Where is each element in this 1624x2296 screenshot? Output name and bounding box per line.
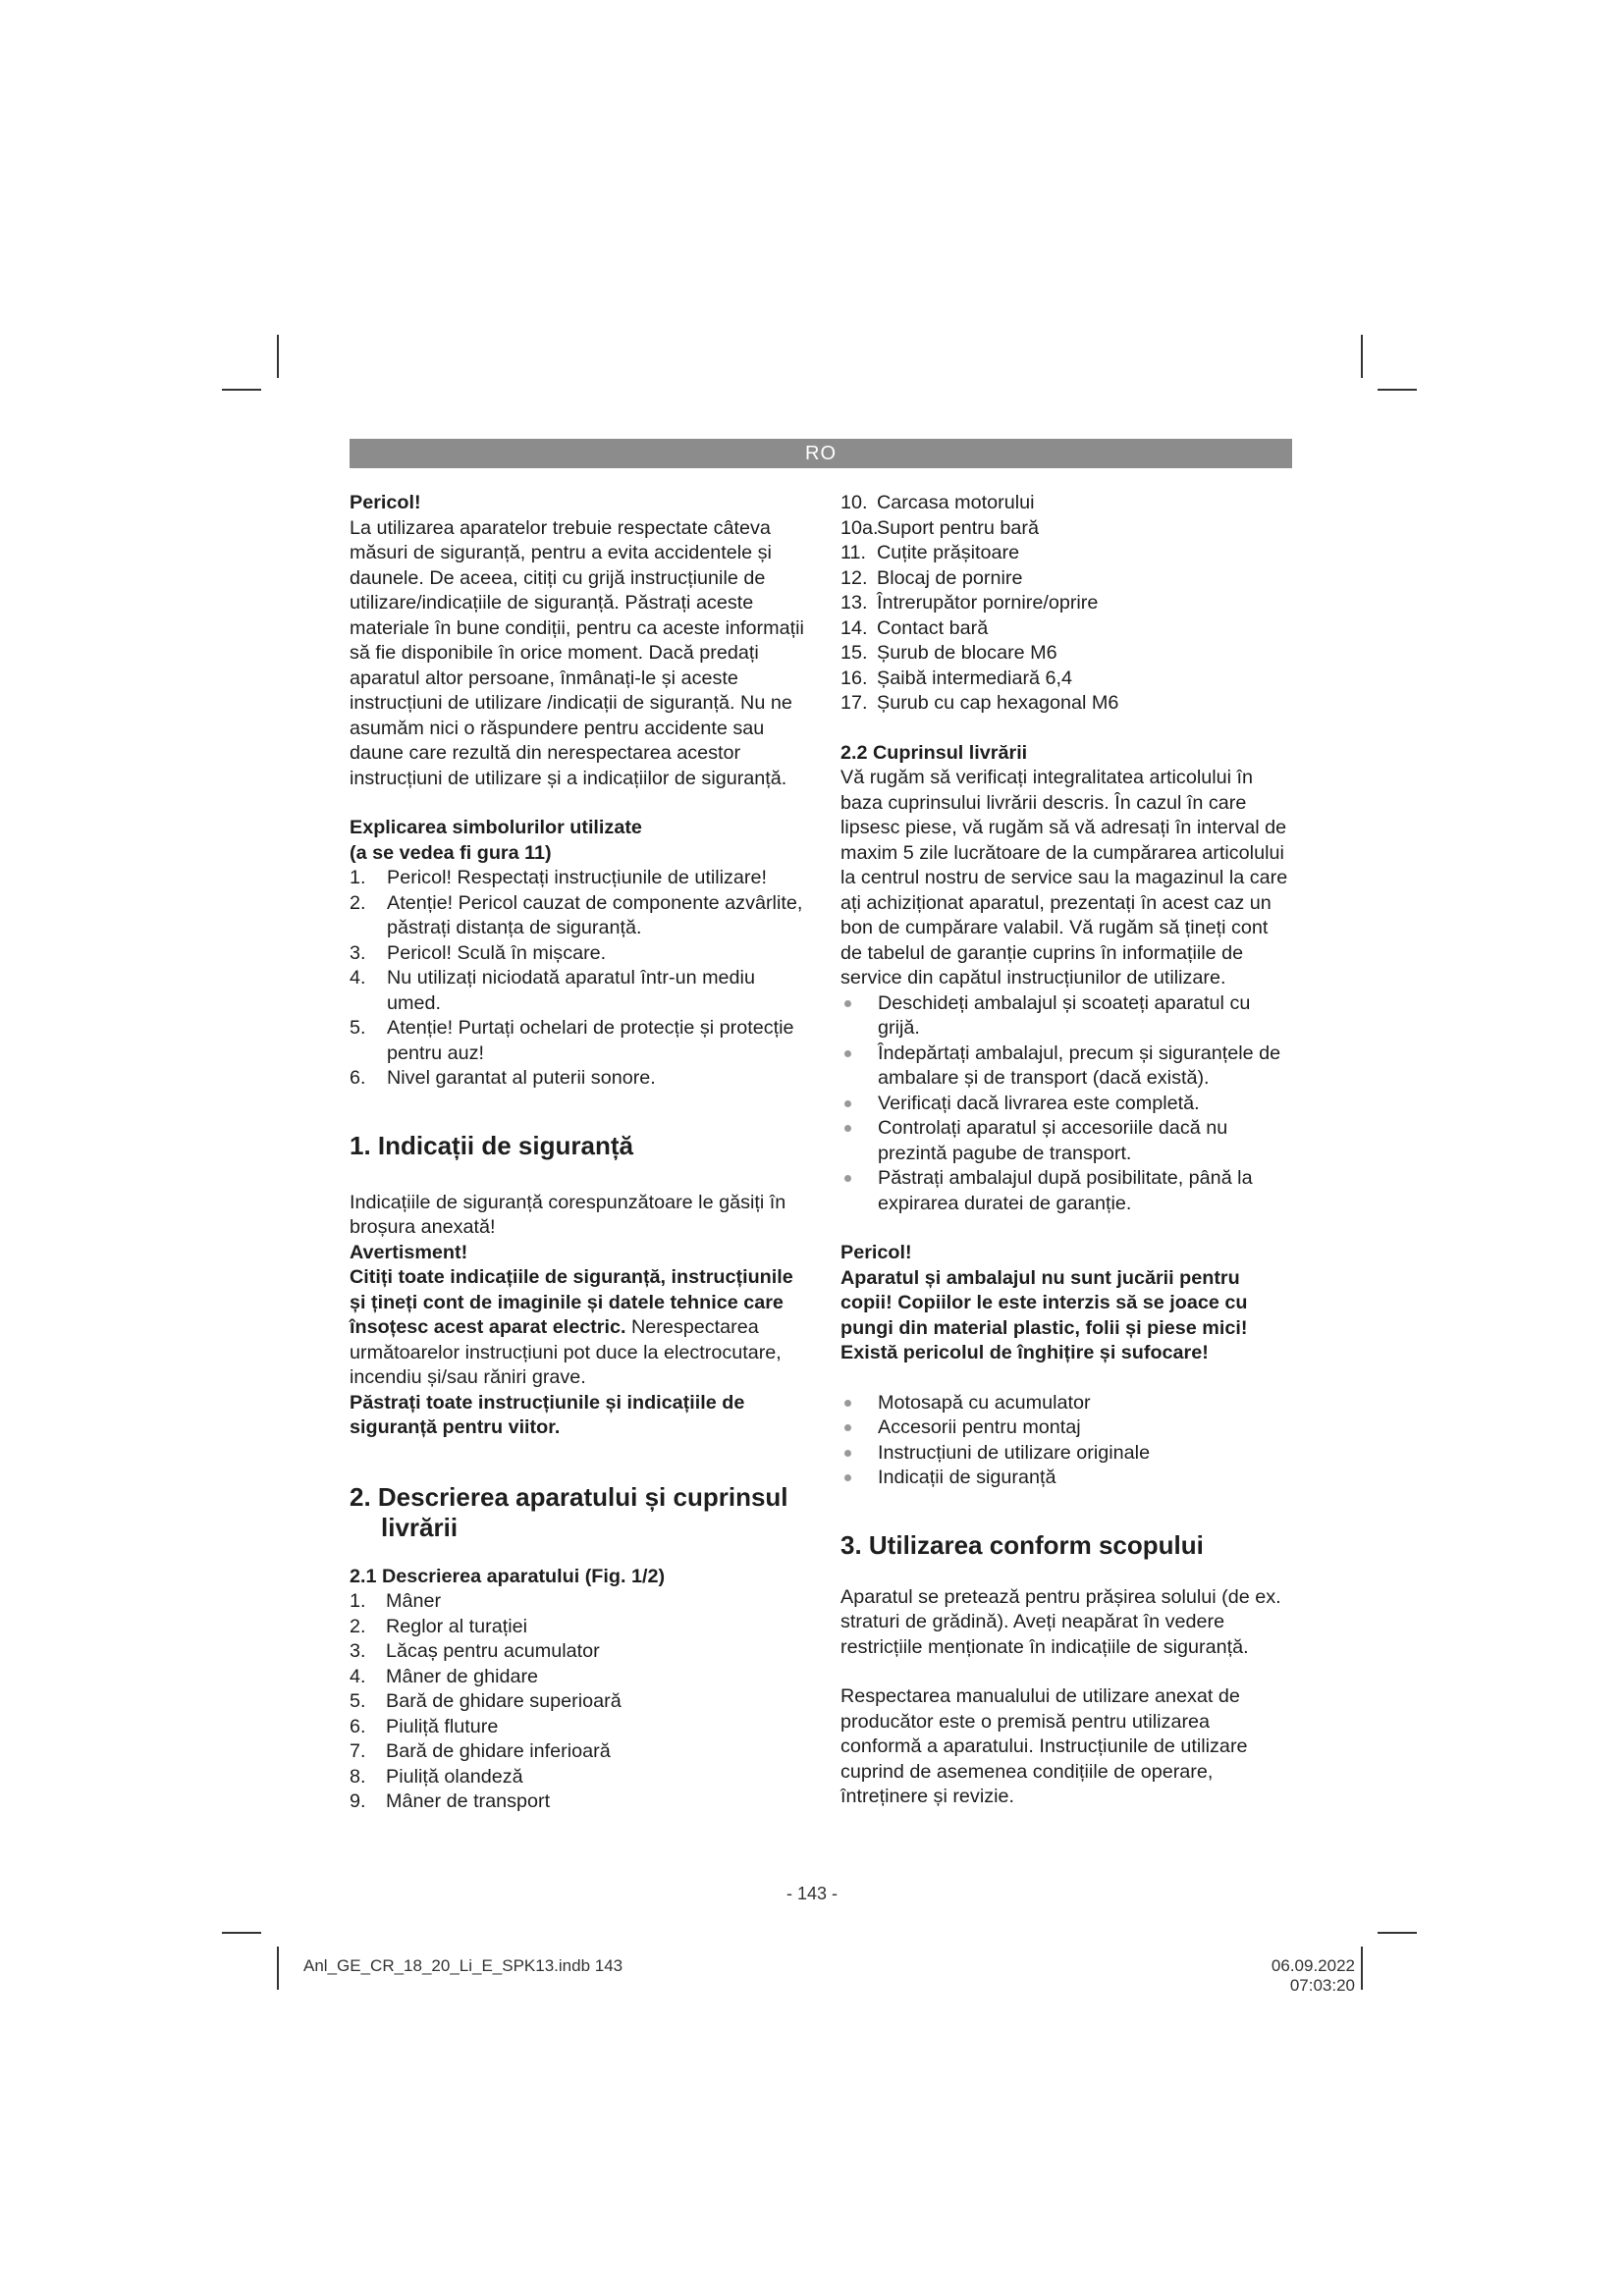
list-item-number: 7. (350, 1740, 366, 1762)
list-item-text: Mâner de ghidare (386, 1665, 539, 1687)
list-item-text: Contact bară (877, 616, 989, 639)
list-item-text: Carcasa motorului (877, 492, 1035, 513)
parts-list (350, 1589, 805, 1815)
warning-keep: Păstrați toate instrucțiunile și indicațiile de siguranță pentru viitor. (350, 1391, 745, 1438)
list-item-text: Piuliță olandeză (386, 1765, 523, 1788)
list-item-text: Blocaj de pornire (877, 566, 1023, 589)
list-item-number: 13. (840, 592, 868, 614)
list-item-text: Bară de ghidare superioară (386, 1690, 622, 1712)
list-item-number: 6. (350, 1715, 366, 1737)
section-2-1-title: 2.1 Descrierea aparatului (Fig. 1/2) (350, 1565, 666, 1587)
crop-mark (1361, 335, 1363, 378)
language-label: RO (805, 442, 837, 464)
right-column (840, 491, 1292, 1810)
list-item (840, 667, 1292, 692)
warning-bold: Citiți toate indicațiile de siguranță, instrucțiunile și țineți cont de imaginile și datele tehnice care însoțesc acest aparat electric. (350, 1266, 793, 1338)
list-item (840, 541, 1292, 566)
list-item (350, 941, 805, 967)
bullet-item: Controlați aparatul și accesoriile dacă nu prezintă pagube de transport. (840, 1116, 1292, 1166)
list-item (840, 641, 1292, 667)
list-item-number: 5. (350, 1690, 366, 1712)
warning-paragraph (350, 1265, 805, 1391)
list-item-text: Nu utilizați niciodată aparatul într-un mediu umed. (387, 967, 755, 1014)
symbols-heading: Explicarea simbolurilor utilizate (350, 817, 642, 838)
pericol-text: La utilizarea aparatelor trebuie respectate câteva măsuri de siguranță, pentru a evita accidentele și daunele. De aceea, citiți cu grijă instrucțiunile de utilizare/indicațiile de siguranță. Păstrați aceste materiale în bune condiții, pentru ca aceste informații să fie disponibile în orice moment. Dacă predați aparatul altor persoane, înmânați-le și aceste instrucțiuni de utilizare /indicații de siguranță. Nu ne asumăm nici o răspundere pentru accidente sau daune care rezultă din nerespectarea acestor instrucțiuni de utilizare și a indicațiilor de siguranță. (350, 516, 804, 789)
list-item-number: 3. (350, 1640, 366, 1662)
list-item-text: Întrerupător pornire/oprire (877, 592, 1099, 614)
print-timestamp: 06.09.2022 07:03:20 (1271, 1956, 1355, 1995)
crop-mark (222, 1932, 261, 1934)
list-item-number: 17. (840, 692, 868, 714)
list-item-number: 9. (350, 1790, 366, 1812)
list-item-number: 4. (350, 1665, 366, 1687)
list-item-number: 16. (840, 667, 868, 689)
list-item-number: 8. (350, 1765, 366, 1788)
list-item (350, 1789, 805, 1815)
list-item-text: Mâner (386, 1590, 442, 1612)
symbols-subheading: (a se vedea fi gura 11) (350, 841, 552, 864)
warning-heading: Avertisment! (350, 1241, 468, 1263)
list-item (350, 866, 805, 891)
list-item-number: 14. (840, 616, 868, 639)
list-item (840, 491, 1292, 516)
list-item-number: 15. (840, 642, 868, 664)
section-2-title: 2. Descrierea aparatului și cuprinsul livrării (350, 1481, 788, 1542)
crop-mark (1378, 1932, 1417, 1934)
list-item (840, 516, 1292, 542)
bullet-item: Îndepărtați ambalajul, precum și siguranțele de ambalare și de transport (dacă există). (840, 1041, 1292, 1092)
list-item (350, 1665, 805, 1690)
crop-mark (1361, 1947, 1363, 1990)
list-item (350, 1016, 805, 1066)
section-3-paragraph-2: Respectarea manualului de utilizare anexat de producător este o premisă pentru utilizarea conformă a aparatului. Instrucțiunile de utilizare cuprind de asemenea condițiile de operare, întreținere și revizie. (840, 1685, 1248, 1807)
list-item (350, 1715, 805, 1740)
danger-heading: Pericol! (840, 1242, 912, 1263)
list-item-text: Pericol! Respectați instrucțiunile de utilizare! (387, 867, 768, 888)
list-item-text: Atenție! Purtați ochelari de protecție și protecție pentru auz! (387, 1017, 794, 1064)
list-item (840, 691, 1292, 717)
list-item (350, 1639, 805, 1665)
list-item (840, 566, 1292, 592)
list-item-number: 11. (840, 542, 867, 563)
list-item (840, 591, 1292, 616)
list-item (350, 1689, 805, 1715)
section-1-title: 1. Indicații de siguranță (350, 1130, 633, 1160)
list-item-number: 10a. (840, 516, 879, 539)
crop-mark (1378, 389, 1417, 391)
list-item (350, 1589, 805, 1615)
bullet-item: Verificați dacă livrarea este completă. (840, 1092, 1292, 1117)
file-info: Anl_GE_CR_18_20_Li_E_SPK13.indb 143 (303, 1956, 623, 1975)
list-item-text: Cuțite prășitoare (877, 542, 1020, 563)
list-item-number: 4. (350, 967, 366, 988)
list-item (350, 891, 805, 941)
list-item (350, 1066, 805, 1092)
list-item-number: 3. (350, 941, 366, 964)
list-item-text: Suport pentru bară (877, 516, 1039, 539)
language-header-bar (350, 439, 1292, 468)
list-item-number: 12. (840, 566, 868, 589)
list-item (350, 1615, 805, 1640)
list-item-text: Piuliță fluture (386, 1715, 499, 1737)
contents-list (840, 1391, 1292, 1491)
bullet-item: Păstrați ambalajul după posibilitate, până la expirarea duratei de garanție. (840, 1166, 1292, 1216)
bullet-item: Accesorii pentru montaj (840, 1415, 1292, 1441)
section-3-title: 3. Utilizarea conform scopului (840, 1529, 1204, 1560)
list-item-text: Șurub cu cap hexagonal M6 (877, 692, 1119, 714)
list-item (840, 616, 1292, 642)
list-item-text: Lăcaș pentru acumulator (386, 1640, 600, 1662)
list-item (350, 1765, 805, 1790)
bullet-item: Indicații de siguranță (840, 1466, 1292, 1491)
list-item-number: 1. (350, 867, 366, 888)
delivery-steps-list (840, 991, 1292, 1217)
page-number: - 143 - (785, 1884, 839, 1903)
list-item-number: 5. (350, 1017, 366, 1039)
danger-text: Aparatul și ambalajul nu sunt jucării pentru copii! Copiilor le este interzis să se joace cu pungi din material plastic, folii și piese mici! Există pericolul de înghițire și sufocare! (840, 1266, 1248, 1363)
list-item-text: Pericol! Sculă în mișcare. (387, 941, 607, 964)
section-2-2-text: Vă rugăm să verificați integralitatea articolului în baza cuprinsului livrării descris. În cazul în care lipsesc piese, vă rugăm să vă adresați în interval de maxim 5 zile lucrătoare de la cumpărarea articolului la centrul nostru de service sau la magazinul la care ați achiziționat aparatul, prezentați în acest caz un bon de cumpărare valabil. Vă rugăm să țineți cont de tabelul de garanție cuprins în informațiile de service din capătul instrucțiunilor de utilizare. (840, 767, 1288, 988)
list-item-number: 6. (350, 1067, 366, 1089)
list-item-text: Șurub de blocare M6 (877, 642, 1057, 664)
symbols-list (350, 866, 805, 1092)
crop-mark (277, 1947, 279, 1990)
list-item-text: Șaibă intermediară 6,4 (877, 667, 1073, 689)
list-item-text: Bară de ghidare inferioară (386, 1740, 611, 1762)
list-item-text: Atenție! Pericol cauzat de componente azvârlite, păstrați distanța de siguranță. (387, 891, 803, 938)
crop-mark (222, 389, 261, 391)
list-item-text: Reglor al turației (386, 1615, 528, 1637)
bullet-item: Instrucțiuni de utilizare originale (840, 1441, 1292, 1467)
bullet-item: Deschideți ambalajul și scoateți aparatul cu grijă. (840, 991, 1292, 1041)
parts-list-continued (840, 491, 1292, 717)
list-item-number: 2. (350, 891, 366, 914)
list-item-number: 1. (350, 1590, 366, 1612)
list-item-text: Nivel garantat al puterii sonore. (387, 1067, 656, 1089)
section-2-2-title: 2.2 Cuprinsul livrării (840, 741, 1028, 764)
warning-normal: Nerespectarea următoarelor instrucțiuni pot duce la electrocutare, incendiu și/sau răniri grave. (350, 1316, 782, 1388)
list-item-number: 2. (350, 1615, 366, 1637)
list-item-text: Mâner de transport (386, 1790, 551, 1812)
crop-mark (277, 335, 279, 378)
left-column (350, 491, 805, 1815)
list-item (350, 1739, 805, 1765)
list-item-number: 10. (840, 492, 868, 513)
pericol-heading: Pericol! (350, 492, 421, 513)
section-3-paragraph-1: Aparatul se pretează pentru prășirea solului (de ex. straturi de grădină). Aveți neapărat în vedere restricțiile menționate în indicațiile de siguranță. (840, 1585, 1281, 1658)
list-item (350, 966, 805, 1016)
bullet-item: Motosapă cu acumulator (840, 1391, 1292, 1416)
section-1-intro: Indicațiile de siguranță corespunzătoare le găsiți în broșura anexată! (350, 1191, 786, 1238)
